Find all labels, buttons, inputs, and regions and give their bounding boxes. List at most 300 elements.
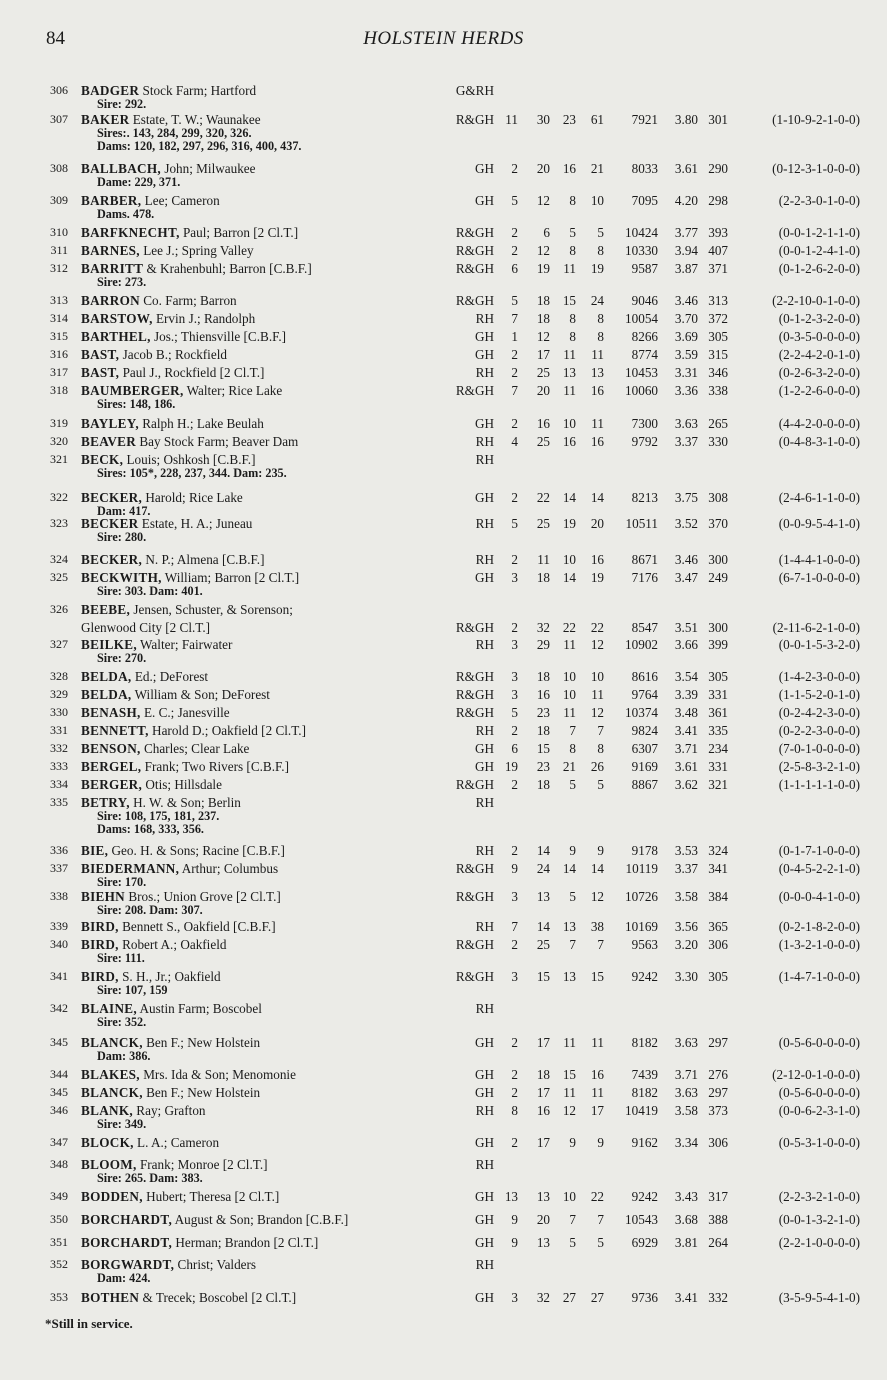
herd-type: R&GH (455, 777, 494, 792)
total-count: 20 (590, 516, 604, 531)
lactations-count: 18 (536, 570, 550, 585)
record-number: 321 (50, 452, 68, 466)
cows-count: 3 (511, 669, 518, 684)
owner-name (81, 328, 286, 345)
fat-lbs: 373 (708, 1103, 728, 1118)
owner-details: Walter; Rice Lake (183, 383, 283, 398)
sire-dam-line: Sire: 107, 159 (97, 983, 168, 997)
records-count: 11 (563, 261, 576, 276)
cows-count: 3 (511, 889, 518, 904)
records-count: 16 (562, 434, 576, 449)
fat-lbs: 346 (708, 365, 728, 380)
total-count: 22 (590, 1189, 604, 1204)
records-count: 16 (562, 161, 576, 176)
lactations-count: 32 (536, 620, 550, 635)
cows-count: 2 (511, 1067, 518, 1082)
herd-record-row (0, 740, 887, 758)
owner-surname: BEAVER (81, 434, 137, 449)
record-number: 352 (50, 1257, 68, 1271)
cows-count: 13 (504, 1189, 518, 1204)
lactations-count: 23 (536, 705, 550, 720)
record-number: 312 (50, 261, 68, 275)
owner-name (81, 292, 237, 309)
total-count: 9 (597, 843, 604, 858)
herd-type: R&GH (455, 243, 494, 258)
owner-details: Jos.; Thiensville [C.B.F.] (150, 329, 287, 344)
record-number: 308 (50, 161, 68, 175)
cows-count: 7 (511, 383, 518, 398)
milk-lbs: 9736 (631, 1290, 658, 1305)
herd-type: RH (475, 723, 494, 738)
record-number: 319 (50, 416, 68, 430)
test-pct: 3.61 (674, 759, 698, 774)
sire-dam-line: Sires:. 143, 284, 299, 320, 326. (97, 126, 252, 140)
rank-distribution: (0-2-6-3-2-0-0) (778, 365, 860, 380)
total-count: 10 (590, 669, 604, 684)
herd-record-row (0, 601, 887, 619)
test-pct: 3.71 (674, 1067, 698, 1082)
fat-lbs: 332 (708, 1290, 728, 1305)
herd-type: R&GH (455, 969, 494, 984)
cows-count: 7 (511, 311, 518, 326)
records-count: 10 (562, 552, 576, 567)
milk-lbs: 9764 (631, 687, 658, 702)
herd-type: GH (474, 329, 494, 344)
test-pct: 3.43 (674, 1189, 698, 1204)
record-number: 324 (50, 552, 68, 566)
owner-surname: BAYLEY, (81, 416, 139, 431)
milk-lbs: 7300 (631, 416, 658, 431)
herd-record-row (0, 758, 887, 776)
total-count: 8 (597, 243, 604, 258)
sire-dam-line: Sire: 292. (97, 97, 147, 111)
owner-details: Austin Farm; Boscobel (136, 1001, 262, 1016)
milk-lbs: 10424 (625, 225, 658, 240)
owner-details: Ralph H.; Lake Beulah (138, 416, 264, 431)
rank-distribution: (1-3-2-1-0-0-0) (778, 937, 860, 952)
herd-record-row (0, 619, 887, 637)
total-count: 14 (590, 490, 604, 505)
records-count: 11 (563, 705, 576, 720)
total-count: 26 (590, 759, 604, 774)
owner-details: Jensen, Schuster, & Sorenson; (130, 602, 293, 617)
fat-lbs: 305 (708, 669, 728, 684)
rank-distribution: (1-4-4-1-0-0-0) (778, 552, 860, 567)
cows-count: 4 (511, 434, 518, 449)
owner-surname: BENASH, (81, 705, 141, 720)
herd-type: R&GH (455, 293, 494, 308)
rank-distribution: (2-2-1-0-0-0-0) (778, 1235, 860, 1250)
herd-type: R&GH (455, 112, 494, 127)
owner-surname: BETRY, (81, 795, 130, 810)
record-number: 344 (50, 1067, 68, 1081)
records-count: 21 (562, 759, 576, 774)
rank-distribution: (0-0-1-3-2-1-0) (778, 1212, 860, 1227)
herd-type: RH (475, 516, 494, 531)
test-pct: 3.30 (674, 969, 698, 984)
records-count: 5 (569, 889, 576, 904)
sire-dam-line: Sire: 270. (97, 651, 147, 665)
owner-surname: BIEDERMANN, (81, 861, 180, 876)
milk-lbs: 9587 (631, 261, 658, 276)
records-count: 13 (562, 969, 576, 984)
herd-record-row (0, 551, 887, 569)
total-count: 7 (597, 937, 604, 952)
owner-surname: BORGWARDT, (81, 1257, 175, 1272)
fat-lbs: 234 (708, 741, 728, 756)
cows-count: 9 (511, 1235, 518, 1250)
record-number: 328 (50, 669, 68, 683)
milk-lbs: 8266 (631, 329, 658, 344)
owner-name (81, 842, 285, 859)
lactations-count: 15 (536, 741, 550, 756)
total-count: 16 (590, 552, 604, 567)
fat-lbs: 321 (708, 777, 728, 792)
milk-lbs: 9046 (631, 293, 658, 308)
owner-surname: BLAKES, (81, 1067, 140, 1082)
owner-details: Charles; Clear Lake (140, 741, 250, 756)
test-pct: 3.37 (674, 861, 698, 876)
milk-lbs: 10169 (625, 919, 658, 934)
rank-distribution: (2-2-10-0-1-0-0) (772, 293, 860, 308)
lactations-count: 11 (537, 552, 550, 567)
page-title: HOLSTEIN HERDS (363, 28, 524, 49)
cows-count: 2 (511, 490, 518, 505)
owner-surname: BLANCK, (81, 1035, 143, 1050)
milk-lbs: 10054 (625, 311, 658, 326)
owner-surname: BARTHEL, (81, 329, 151, 344)
rank-distribution: (0-4-8-3-1-0-0) (778, 434, 860, 449)
rank-distribution: (2-2-3-0-1-0-0) (778, 193, 860, 208)
lactations-count: 14 (536, 843, 550, 858)
record-number: 306 (50, 83, 68, 97)
owner-details: Paul J., Rockfield [2 Cl.T.] (119, 365, 265, 380)
total-count: 5 (597, 777, 604, 792)
cows-count: 6 (511, 261, 518, 276)
cows-count: 2 (511, 243, 518, 258)
lactations-count: 13 (536, 889, 550, 904)
records-count: 13 (562, 365, 576, 380)
records-count: 14 (562, 490, 576, 505)
test-pct: 3.56 (674, 919, 698, 934)
owner-surname: BARSTOW, (81, 311, 153, 326)
lactations-count: 18 (536, 1067, 550, 1082)
records-count: 15 (562, 293, 576, 308)
lactations-count: 17 (536, 1035, 550, 1050)
fat-lbs: 317 (708, 1189, 728, 1204)
records-count: 19 (562, 516, 576, 531)
total-count: 38 (590, 919, 604, 934)
test-pct: 3.94 (674, 243, 698, 258)
records-count: 14 (562, 570, 576, 585)
test-pct: 3.39 (674, 687, 698, 702)
total-count: 8 (597, 311, 604, 326)
owner-surname: BIRD, (81, 919, 119, 934)
test-pct: 3.34 (674, 1135, 698, 1150)
milk-lbs: 7095 (631, 193, 658, 208)
owner-surname: BECKWITH, (81, 570, 162, 585)
owner-details: Bennett S., Oakfield [C.B.F.] (118, 919, 276, 934)
herd-record-row (0, 918, 887, 936)
lactations-count: 15 (536, 969, 550, 984)
records-count: 10 (562, 416, 576, 431)
record-number: 331 (50, 723, 68, 737)
owner-surname: BIE, (81, 843, 109, 858)
owner-name (81, 224, 298, 241)
cows-count: 2 (511, 161, 518, 176)
fat-lbs: 361 (708, 705, 728, 720)
owner-details: Estate, T. W.; Waunakee (129, 112, 261, 127)
herd-type: GH (474, 1212, 494, 1227)
records-count: 10 (562, 687, 576, 702)
herd-record-row (0, 328, 887, 346)
records-count: 13 (562, 919, 576, 934)
owner-details: Bros.; Union Grove [2 Cl.T.] (125, 889, 281, 904)
records-count: 22 (562, 620, 576, 635)
owner-name (81, 1066, 296, 1083)
test-pct: 3.66 (674, 637, 698, 652)
test-pct: 3.58 (674, 1103, 698, 1118)
milk-lbs: 9169 (631, 759, 658, 774)
herd-type: R&GH (455, 937, 494, 952)
owner-details: Frank; Monroe [2 Cl.T.] (136, 1157, 268, 1172)
cows-count: 3 (511, 1290, 518, 1305)
herd-type: R&GH (455, 705, 494, 720)
record-number: 330 (50, 705, 68, 719)
lactations-count: 17 (536, 347, 550, 362)
milk-lbs: 10419 (625, 1103, 658, 1118)
lactations-count: 22 (536, 490, 550, 505)
owner-name (81, 1134, 219, 1151)
total-count: 7 (597, 723, 604, 738)
owner-name (81, 918, 276, 935)
record-number: 326 (50, 602, 68, 616)
record-number: 340 (50, 937, 68, 951)
records-count: 10 (562, 669, 576, 684)
records-count: 12 (562, 1103, 576, 1118)
lactations-count: 19 (536, 261, 550, 276)
lactations-count: 25 (536, 937, 550, 952)
lactations-count: 32 (536, 1290, 550, 1305)
rank-distribution: (6-7-1-0-0-0-0) (778, 570, 860, 585)
herd-type: GH (474, 1085, 494, 1100)
test-pct: 3.37 (674, 434, 698, 449)
milk-lbs: 9792 (631, 434, 658, 449)
herd-type: GH (474, 570, 494, 585)
owner-name (81, 433, 298, 450)
owner-surname: BARNES, (81, 243, 140, 258)
milk-lbs: 8616 (631, 669, 658, 684)
herd-type: RH (475, 919, 494, 934)
milk-lbs: 6307 (631, 741, 658, 756)
fat-lbs: 324 (708, 843, 728, 858)
lactations-count: 16 (536, 687, 550, 702)
rank-distribution: (7-0-1-0-0-0-0) (778, 741, 860, 756)
owner-surname: BALLBACH, (81, 161, 162, 176)
rank-distribution: (1-10-9-2-1-0-0) (772, 112, 860, 127)
herd-record-row (0, 1134, 887, 1152)
lactations-count: 12 (536, 193, 550, 208)
milk-lbs: 9242 (631, 969, 658, 984)
cows-count: 1 (511, 329, 518, 344)
fat-lbs: 308 (708, 490, 728, 505)
herd-type: RH (475, 1157, 494, 1172)
owner-details: Harold; Rice Lake (142, 490, 243, 505)
milk-lbs: 8182 (631, 1035, 658, 1050)
fat-lbs: 297 (708, 1085, 728, 1100)
owner-name (81, 740, 249, 757)
herd-type: RH (475, 434, 494, 449)
record-number: 315 (50, 329, 68, 343)
owner-surname: BAUMBERGER, (81, 383, 184, 398)
records-count: 8 (569, 741, 576, 756)
cows-count: 2 (511, 937, 518, 952)
owner-surname: BECKER, (81, 552, 143, 567)
owner-surname: BEEBE, (81, 602, 131, 617)
herd-record-row (0, 1084, 887, 1102)
fat-lbs: 276 (708, 1067, 728, 1082)
owner-details: Ben F.; New Holstein (142, 1035, 261, 1050)
milk-lbs: 10330 (625, 243, 658, 258)
sire-dam-line: Sire: 108, 175, 181, 237. (97, 809, 220, 823)
fat-lbs: 372 (708, 311, 728, 326)
records-count: 7 (569, 1212, 576, 1227)
owner-details: Jacob B.; Rockfield (119, 347, 227, 362)
fat-lbs: 249 (708, 570, 728, 585)
total-count: 7 (597, 1212, 604, 1227)
fat-lbs: 305 (708, 969, 728, 984)
owner-name (81, 551, 265, 568)
test-pct: 3.63 (674, 1035, 698, 1050)
test-pct: 4.20 (674, 193, 698, 208)
owner-surname: BIRD, (81, 969, 119, 984)
owner-details: Co. Farm; Barron (139, 293, 237, 308)
owner-surname: BLANK, (81, 1103, 133, 1118)
owner-details: Frank; Two Rivers [C.B.F.] (141, 759, 289, 774)
cows-count: 11 (505, 112, 518, 127)
fat-lbs: 306 (708, 1135, 728, 1150)
lactations-count: 18 (536, 723, 550, 738)
record-number: 313 (50, 293, 68, 307)
herd-type: RH (475, 552, 494, 567)
herd-type: RH (475, 452, 494, 467)
cows-count: 9 (511, 1212, 518, 1227)
total-count: 61 (590, 112, 604, 127)
records-count: 8 (569, 243, 576, 258)
record-number: 314 (50, 311, 68, 325)
cows-count: 5 (511, 293, 518, 308)
milk-lbs: 9242 (631, 1189, 658, 1204)
lactations-count: 18 (536, 311, 550, 326)
rank-distribution: (0-12-3-1-0-0-0) (772, 161, 860, 176)
herd-record-row (0, 310, 887, 328)
cows-count: 3 (511, 969, 518, 984)
record-number: 311 (50, 243, 68, 257)
record-number: 318 (50, 383, 68, 397)
fat-lbs: 305 (708, 329, 728, 344)
rank-distribution: (0-2-1-8-2-0-0) (778, 919, 860, 934)
test-pct: 3.54 (674, 669, 698, 684)
herd-type: R&GH (455, 889, 494, 904)
herd-type: R&GH (455, 225, 494, 240)
owner-name (81, 722, 306, 739)
cows-count: 8 (511, 1103, 518, 1118)
total-count: 11 (591, 347, 604, 362)
test-pct: 3.46 (674, 293, 698, 308)
owner-details: Geo. H. & Sons; Racine [C.B.F.] (108, 843, 285, 858)
owner-surname: BECKER (81, 516, 139, 531)
herd-type: GH (474, 741, 494, 756)
fat-lbs: 300 (708, 620, 728, 635)
records-count: 5 (569, 1235, 576, 1250)
owner-details: Paul; Barron [2 Cl.T.] (179, 225, 299, 240)
footnote: *Still in service. (45, 1316, 133, 1331)
owner-surname: BLOOM, (81, 1157, 137, 1172)
total-count: 12 (590, 705, 604, 720)
records-count: 9 (569, 1135, 576, 1150)
cows-count: 2 (511, 365, 518, 380)
rank-distribution: (2-4-6-1-1-0-0) (778, 490, 860, 505)
owner-details: Glenwood City [2 Cl.T.] (81, 620, 211, 635)
milk-lbs: 10453 (625, 365, 658, 380)
lactations-count: 12 (536, 243, 550, 258)
owner-surname: BIRD, (81, 937, 119, 952)
owner-details: & Trecek; Boscobel [2 Cl.T.] (139, 1290, 297, 1305)
owner-details: Mrs. Ida & Son; Menomonie (139, 1067, 296, 1082)
test-pct: 3.20 (674, 937, 698, 952)
owner-details: August & Son; Brandon [C.B.F.] (172, 1212, 349, 1227)
record-number: 329 (50, 687, 68, 701)
owner-details: Harold D.; Oakfield [2 Cl.T.] (148, 723, 306, 738)
fat-lbs: 371 (708, 261, 728, 276)
milk-lbs: 7921 (631, 112, 658, 127)
fat-lbs: 306 (708, 937, 728, 952)
herd-record-row (0, 1289, 887, 1307)
record-number: 351 (50, 1235, 68, 1249)
owner-name (81, 619, 210, 636)
owner-name (81, 758, 289, 775)
record-number: 336 (50, 843, 68, 857)
rank-distribution: (0-0-6-2-3-1-0) (778, 1103, 860, 1118)
records-count: 11 (563, 637, 576, 652)
record-number: 346 (50, 1103, 68, 1117)
cows-count: 9 (511, 861, 518, 876)
milk-lbs: 8547 (631, 620, 658, 635)
test-pct: 3.52 (674, 516, 698, 531)
herd-type: RH (475, 1001, 494, 1016)
milk-lbs: 9824 (631, 723, 658, 738)
rank-distribution: (0-0-1-2-1-1-0) (778, 225, 860, 240)
lactations-count: 25 (536, 516, 550, 531)
rank-distribution: (2-12-0-1-0-0-0) (772, 1067, 860, 1082)
total-count: 16 (590, 434, 604, 449)
cows-count: 2 (511, 225, 518, 240)
lactations-count: 20 (536, 383, 550, 398)
records-count: 7 (569, 937, 576, 952)
milk-lbs: 10374 (625, 705, 658, 720)
total-count: 15 (590, 969, 604, 984)
record-number: 322 (50, 490, 68, 504)
owner-details: & Krahenbuhl; Barron [C.B.F.] (143, 261, 312, 276)
owner-surname: BIEHN (81, 889, 126, 904)
test-pct: 3.48 (674, 705, 698, 720)
record-number: 345 (50, 1035, 68, 1049)
rank-distribution: (0-5-6-0-0-0-0) (778, 1035, 860, 1050)
owner-details: Robert A.; Oakfield (118, 937, 227, 952)
herd-type: GH (474, 1290, 494, 1305)
lactations-count: 13 (536, 1189, 550, 1204)
rank-distribution: (0-3-5-0-0-0-0) (778, 329, 860, 344)
